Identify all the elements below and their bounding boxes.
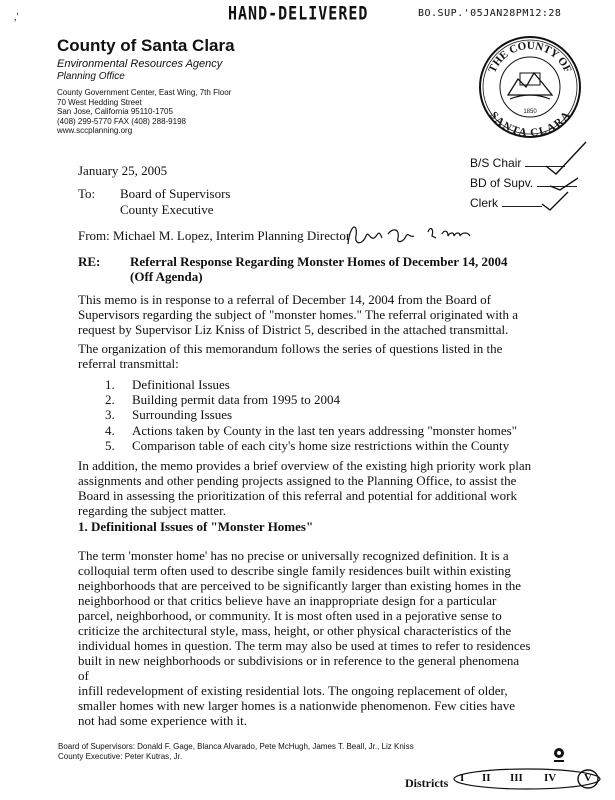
text-line: neighborhood or that critics believe have an inappropriate design for a particular [78, 593, 497, 608]
seal-year: 1850 [523, 109, 537, 115]
hand-delivered-stamp: HAND-DELIVERED [228, 1, 369, 25]
address-block [57, 88, 231, 136]
text-line: The organization of this memorandum follows the series of questions listed in the [78, 341, 503, 356]
address-line: County Government Center, East Wing, 7th Floor [57, 88, 232, 97]
district-item: IV [544, 772, 557, 784]
handwritten-signature [344, 214, 494, 254]
paragraph-organization [78, 341, 533, 371]
address-line: 70 West Hedding Street [57, 97, 142, 107]
subject-text: Referral Response Regarding Monster Homes of December 14, 2004 [130, 254, 508, 269]
checkmarks-icon [520, 140, 600, 220]
paragraph-definition [78, 548, 533, 728]
from-line: From: Michael M. Lopez, Interim Planning Director [78, 228, 351, 243]
text-line: built in new neighborhoods or subdivisions or in reference to the general phenomena of [78, 653, 520, 683]
text-line: Supervisors regarding the subject of "monster homes." The referral originated with a [78, 307, 518, 322]
footer-supervisors: Board of Supervisors: Donald F. Gage, Blanca Alvarado, Pete McHugh, James T. Beall, Jr., Liz Kniss [58, 742, 414, 751]
memo-date: January 25, 2005 [78, 163, 168, 178]
recycle-logo-icon [552, 746, 566, 764]
district-item: II [482, 772, 491, 784]
footer-block [58, 742, 414, 762]
list-item: 1. Definitional Issues [105, 377, 230, 392]
districts-selector [452, 767, 602, 791]
district-item: V [584, 772, 592, 784]
to-label: To: [78, 186, 96, 201]
text-line: neighborhoods that are perceived to be significantly larger than existing homes in the [78, 578, 522, 593]
text-line: infill redevelopment of existing residential lots. The ongoing replacement of older, [78, 683, 508, 698]
text-line: In addition, the memo provides a brief overview of the existing high priority work plan [78, 458, 532, 473]
text-line: The term 'monster home' has no precise or universally recognized definition. It is a [78, 548, 509, 563]
list-item: 3. Surrounding Issues [105, 407, 233, 423]
county-seal-icon [478, 35, 582, 139]
section-heading: 1. Definitional Issues of "Monster Homes" [78, 519, 314, 534]
seal-bottom-text: SANTA CLARA [487, 109, 573, 139]
topic-list [105, 377, 517, 453]
county-name: County of Santa Clara [57, 36, 235, 55]
address-line: San Jose, California 95110-1705 [57, 107, 173, 116]
routing-label: BD of Supv. [470, 176, 534, 190]
agency-name: Environmental Resources Agency [57, 58, 223, 70]
text-line: parcel, neighborhood, or community. It is most often used in a pejorative sense to [78, 608, 502, 623]
recipient: County Executive [120, 202, 214, 217]
text-line: smaller homes with new larger homes is a nationwide phenomenon. Few cities have [78, 698, 515, 713]
re-label: RE: [78, 254, 101, 269]
paragraph-intro [78, 292, 533, 337]
text-line: assignments and other pending projects assigned to the Planning Office, to assist the [78, 473, 517, 488]
district-item: I [460, 772, 465, 784]
text-line: criticize the architectural style, mass, height, or other physical characteristics of the [78, 623, 512, 638]
text-line: individual homes in question. The term may also be used at times to refer to residences [78, 638, 531, 653]
routing-label: Clerk [470, 196, 499, 210]
office-name: Planning Office [57, 71, 125, 82]
districts-label: Districts [405, 776, 449, 790]
recipient: Board of Supervisors [120, 186, 231, 201]
district-v-circle [452, 767, 602, 791]
corner-mark: ,' [14, 12, 19, 23]
list-item: 4. Actions taken by County in the last ten years addressing "monster homes" [105, 422, 518, 438]
list-item: 2. Building permit data from 1995 to 2004 [105, 392, 340, 408]
district-item: III [510, 772, 523, 784]
footer-executive: County Executive: Peter Kutras, Jr. [58, 752, 183, 761]
to-recipients [120, 186, 231, 218]
text-line: Board in assessing the prioritization of this referral and potential for additional work [78, 488, 517, 503]
paragraph-overview [78, 458, 533, 518]
text-line: not had some experience with it. [78, 713, 247, 728]
text-line: referral transmittal: [78, 356, 179, 371]
list-item: 5. Comparison table of each city's home size restrictions within the County [105, 437, 510, 453]
text-line: This memo is in response to a referral of December 14, 2004 from the Board of [78, 292, 491, 307]
seal-top-text: THE COUNTY OF [486, 39, 574, 75]
subject-text: (Off Agenda) [130, 269, 203, 284]
routing-label: B/S Chair [470, 156, 522, 170]
subject-line [130, 254, 508, 284]
address-line: (408) 299-5770 FAX (408) 288-9198 [57, 116, 186, 126]
text-line: regarding the subject matter. [78, 503, 227, 518]
text-line: request by Supervisor Liz Kniss of District 5, described in the attached transmittal. [78, 322, 509, 337]
received-stamp: BO.SUP.'05JAN28PM12:28 [418, 8, 562, 19]
address-line: www.sccplanning.org [57, 126, 133, 135]
text-line: colloquial term often used to describe single family residences built within existing [78, 563, 511, 578]
